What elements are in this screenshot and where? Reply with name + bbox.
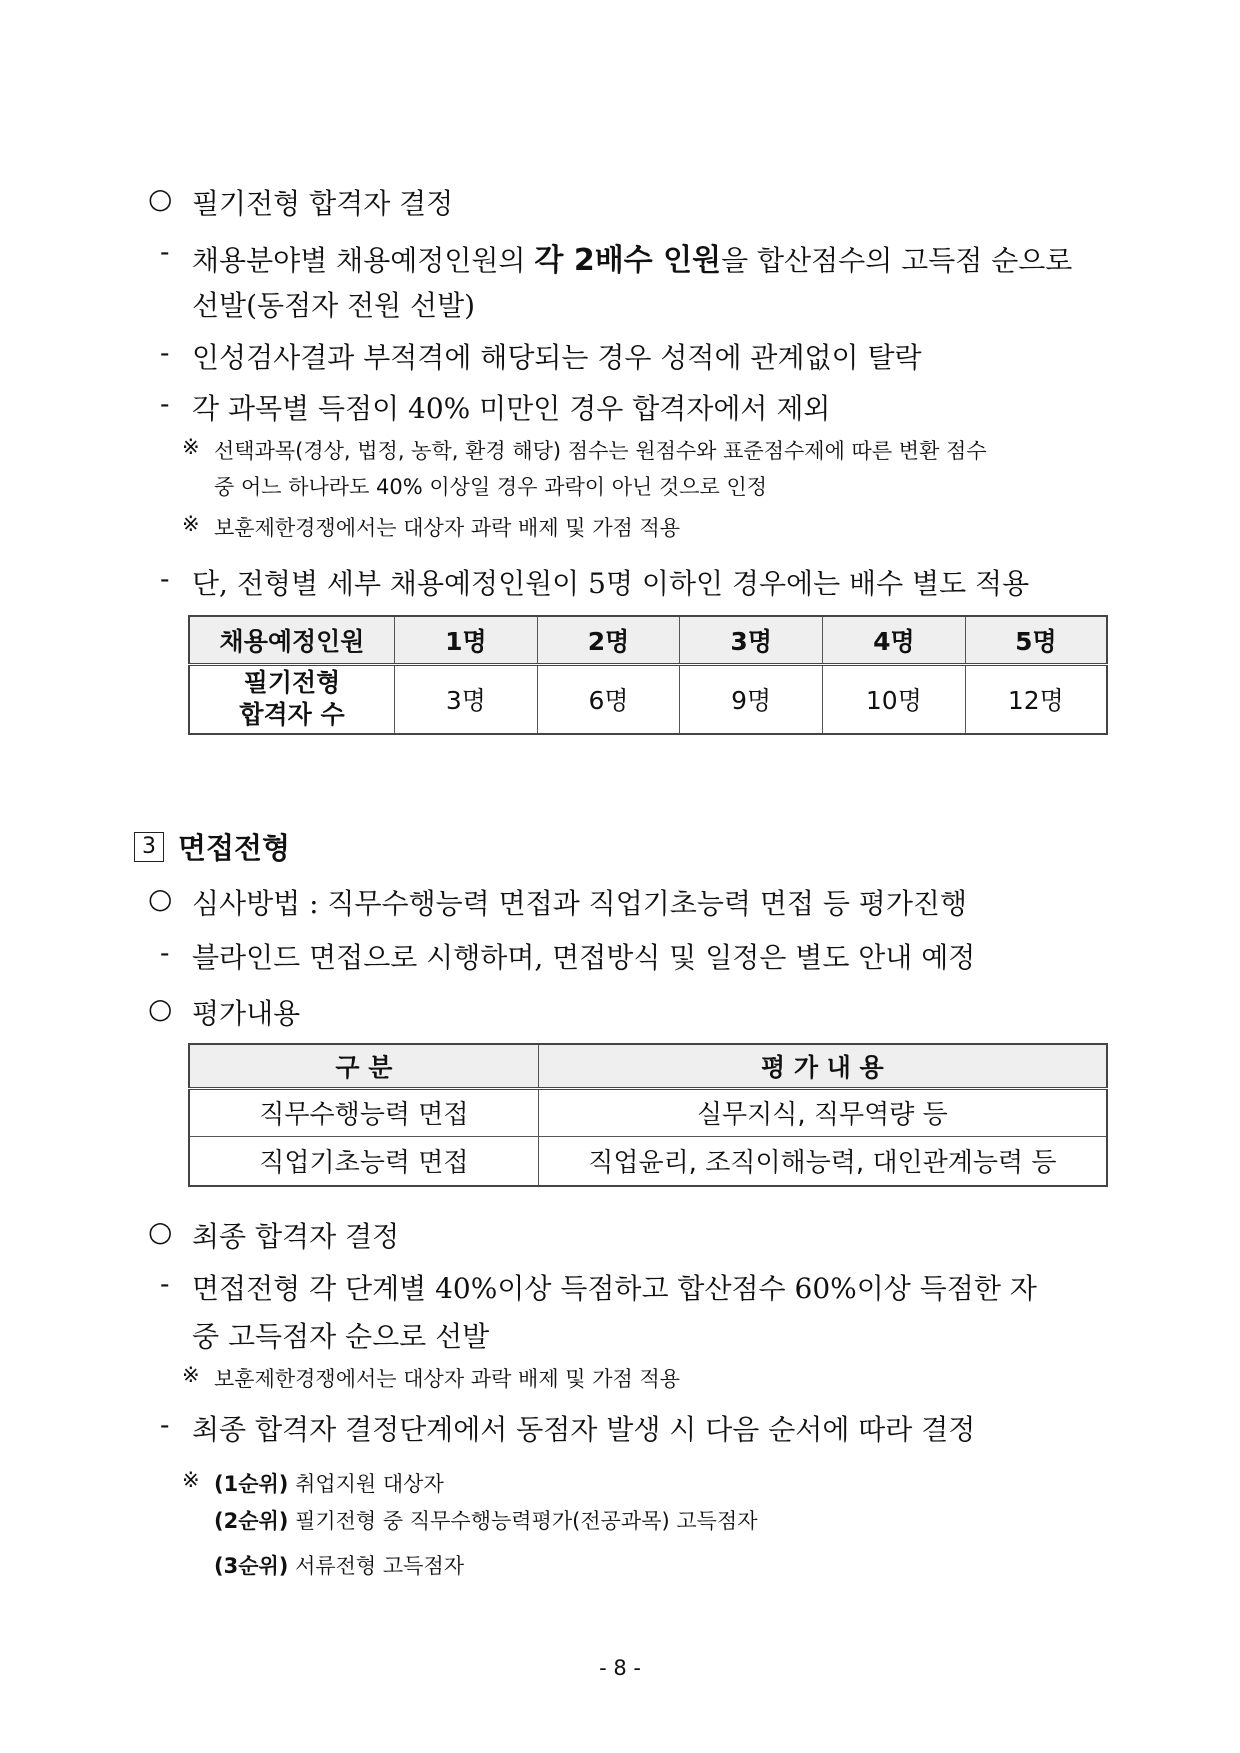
table-row bbox=[189, 1136, 1107, 1186]
header-cell-2: 2명 bbox=[537, 616, 680, 664]
header-cell-category: 구 분 bbox=[189, 1044, 538, 1088]
note-text: 보훈제한경쟁에서는 대상자 과락 배제 및 가점 적용 bbox=[214, 1367, 681, 1391]
table-header-row bbox=[189, 616, 1107, 664]
header-cell-quota: 채용예정인원 bbox=[189, 616, 395, 664]
dash-marker: - bbox=[160, 235, 170, 268]
dash-text: 인성검사결과 부적격에 해당되는 경우 성적에 관계없이 탈락 bbox=[192, 341, 922, 374]
dash-text: 단, 전형별 세부 채용예정인원이 5명 이하인 경우에는 배수 별도 적용 bbox=[192, 567, 1030, 600]
evaluation-content-table bbox=[188, 1043, 1108, 1187]
page-number: - 8 - bbox=[599, 1656, 641, 1680]
table-row bbox=[189, 1088, 1107, 1136]
dash-marker: - bbox=[160, 936, 170, 969]
dash-text-pre: 채용분야별 채용예정인원의 bbox=[192, 244, 535, 277]
dash-text: 면접전형 각 단계별 40%이상 득점하고 합산점수 60%이상 득점한 자 bbox=[192, 1272, 1037, 1305]
header-cell-5: 5명 bbox=[965, 616, 1107, 664]
reference-mark: ※ bbox=[182, 1363, 200, 1387]
circle-bullet-icon: ○ bbox=[148, 1215, 173, 1248]
rank-text: 서류전형 고득점자 bbox=[295, 1554, 465, 1578]
value-cell-2: 6명 bbox=[537, 664, 680, 734]
content-cell: 직업윤리, 조직이해능력, 대인관계능력 등 bbox=[538, 1136, 1107, 1186]
value-cell-5: 12명 bbox=[965, 664, 1107, 734]
section-title: 면접전형 bbox=[178, 831, 291, 865]
section-heading-interview bbox=[134, 826, 290, 867]
value-cell-1: 3명 bbox=[395, 664, 538, 734]
note-text-cont: 중 어느 하나라도 40% 이상일 경우 과락이 아닌 것으로 인정 bbox=[214, 475, 768, 499]
dash-marker: - bbox=[160, 1267, 170, 1300]
bullet-text: 심사방법 : 직무수행능력 면접과 직업기초능력 면접 등 평가진행 bbox=[192, 887, 967, 920]
bullet-text: 평가내용 bbox=[192, 997, 301, 1030]
bullet-text: 필기전형 합격자 결정 bbox=[192, 187, 454, 220]
table-header-row bbox=[189, 1044, 1107, 1088]
rank-text: 취업지원 대상자 bbox=[295, 1472, 444, 1496]
circle-bullet-icon: ○ bbox=[148, 992, 173, 1025]
header-cell-3: 3명 bbox=[680, 616, 823, 664]
category-cell: 직업기초능력 면접 bbox=[189, 1136, 538, 1186]
table-row bbox=[189, 664, 1107, 734]
value-cell-4: 10명 bbox=[823, 664, 966, 734]
circle-bullet-icon: ○ bbox=[148, 882, 173, 915]
dash-marker: - bbox=[160, 562, 170, 595]
row-label-line2: 합격자 수 bbox=[239, 700, 345, 730]
dash-marker: - bbox=[160, 387, 170, 420]
dash-marker: - bbox=[160, 1408, 170, 1441]
rank-label: (2순위) bbox=[214, 1509, 289, 1533]
rank-label: (3순위) bbox=[214, 1554, 289, 1578]
reference-mark: ※ bbox=[182, 512, 200, 536]
header-cell-4: 4명 bbox=[823, 616, 966, 664]
dash-text-post: 을 합산점수의 고득점 순으로 bbox=[721, 244, 1073, 277]
dash-text: 최종 합격자 결정단계에서 동점자 발생 시 다음 순서에 따라 결정 bbox=[192, 1413, 976, 1446]
note-text: 선택과목(경상, 법정, 농학, 환경 해당) 점수는 원점수와 표준점수제에 따른 변환 점수 bbox=[214, 439, 987, 463]
dash-marker: - bbox=[160, 336, 170, 369]
dash-text-cont: 선발(동점자 전원 선발) bbox=[192, 289, 476, 322]
header-cell-1: 1명 bbox=[395, 616, 538, 664]
bullet-text: 최종 합격자 결정 bbox=[192, 1220, 400, 1253]
rank-label: (1순위) bbox=[214, 1472, 289, 1496]
header-cell-content: 평 가 내 용 bbox=[538, 1044, 1107, 1088]
note-text: 보훈제한경쟁에서는 대상자 과락 배제 및 가점 적용 bbox=[214, 516, 681, 540]
dash-text-bold: 각 2배수 인원 bbox=[534, 243, 722, 278]
value-cell-3: 9명 bbox=[680, 664, 823, 734]
row-label-line1: 필기전형 bbox=[243, 668, 341, 698]
content-cell: 실무지식, 직무역량 등 bbox=[538, 1088, 1107, 1136]
dash-text-cont: 중 고득점자 순으로 선발 bbox=[192, 1320, 490, 1353]
row-label-cell bbox=[189, 664, 395, 734]
reference-mark: ※ bbox=[182, 435, 200, 459]
dash-text: 블라인드 면접으로 시행하며, 면접방식 및 일정은 별도 안내 예정 bbox=[192, 941, 976, 974]
section-number-box: 3 bbox=[134, 832, 164, 862]
rank-text: 필기전형 중 직무수행능력평가(전공과목) 고득점자 bbox=[295, 1509, 758, 1533]
reference-mark: ※ bbox=[182, 1468, 200, 1492]
dash-text: 각 과목별 득점이 40% 미만인 경우 합격자에서 제외 bbox=[192, 392, 831, 425]
circle-bullet-icon: ○ bbox=[148, 182, 173, 215]
category-cell: 직무수행능력 면접 bbox=[189, 1088, 538, 1136]
written-pass-count-table bbox=[188, 615, 1108, 735]
